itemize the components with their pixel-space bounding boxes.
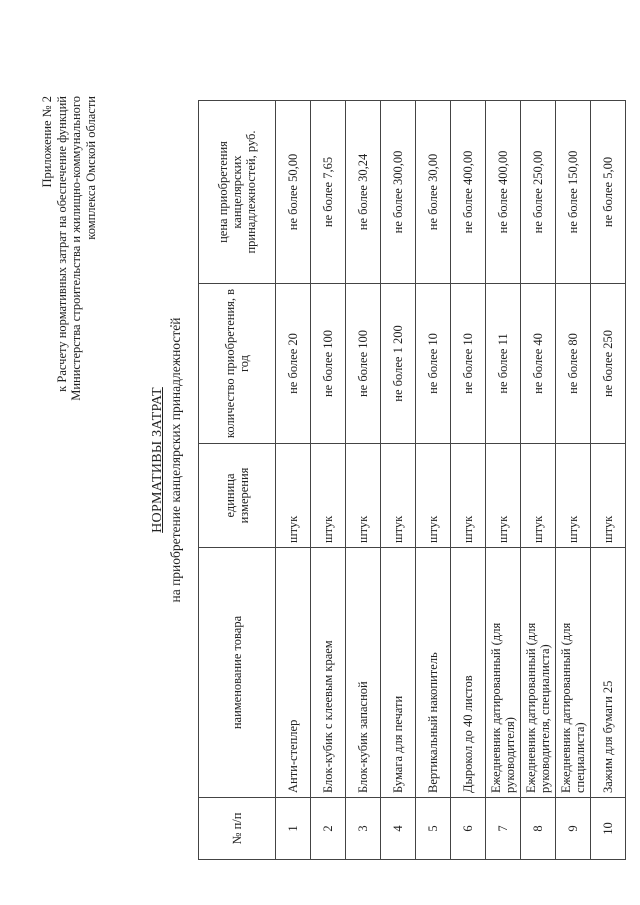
table-row bbox=[311, 101, 346, 860]
cell-price: не более 250,00 bbox=[521, 101, 556, 284]
cell-name: Ежедневник датированный (для руководителя) bbox=[486, 548, 521, 798]
document-heading bbox=[150, 60, 184, 860]
norms-table bbox=[198, 100, 626, 860]
header-unit: единица измерения bbox=[199, 444, 276, 548]
table-row bbox=[451, 101, 486, 860]
cell-unit: штук bbox=[556, 444, 591, 548]
cell-num: 7 bbox=[486, 798, 521, 860]
cell-unit: штук bbox=[521, 444, 556, 548]
table-row bbox=[556, 101, 591, 860]
cell-qty: не более 10 bbox=[416, 284, 451, 444]
table-row bbox=[591, 101, 626, 860]
cell-name: Анти-степлер bbox=[276, 548, 311, 798]
table-row bbox=[381, 101, 416, 860]
cell-unit: штук bbox=[276, 444, 311, 548]
cell-price: не более 30,24 bbox=[346, 101, 381, 284]
header-price: цена приобретения канцелярских принадлежностей, руб. bbox=[199, 101, 276, 284]
cell-unit: штук bbox=[381, 444, 416, 548]
cell-name: Вертикальный накопитель bbox=[416, 548, 451, 798]
cell-name: Зажим для бумаги 25 bbox=[591, 548, 626, 798]
appendix-line: комплекса Омской области bbox=[83, 96, 98, 240]
table-row bbox=[346, 101, 381, 860]
cell-name: Дырокол до 40 листов bbox=[451, 548, 486, 798]
cell-name: Бумага для печати bbox=[381, 548, 416, 798]
document-subtitle: на приобретение канцелярских принадлежностей bbox=[168, 317, 183, 603]
cell-qty: не более 20 bbox=[276, 284, 311, 444]
table-row bbox=[486, 101, 521, 860]
cell-unit: штук bbox=[311, 444, 346, 548]
cell-name: Блок-кубик запасной bbox=[346, 548, 381, 798]
cell-num: 2 bbox=[311, 798, 346, 860]
table-header-row bbox=[199, 101, 276, 860]
cell-qty: не более 250 bbox=[591, 284, 626, 444]
cell-price: не более 50,00 bbox=[276, 101, 311, 284]
cell-price: не более 5,00 bbox=[591, 101, 626, 284]
cell-price: не более 30,00 bbox=[416, 101, 451, 284]
cell-price: не более 400,00 bbox=[451, 101, 486, 284]
cell-name: Ежедневник датированный (для специалиста) bbox=[556, 548, 591, 798]
cell-num: 8 bbox=[521, 798, 556, 860]
cell-qty: не более 10 bbox=[451, 284, 486, 444]
header-qty: количество приобретения, в год bbox=[199, 284, 276, 444]
cell-qty: не более 11 bbox=[486, 284, 521, 444]
rotated-content bbox=[0, 60, 640, 860]
cell-price: не более 150,00 bbox=[556, 101, 591, 284]
header-name: наименование товара bbox=[199, 548, 276, 798]
cell-qty: не более 40 bbox=[521, 284, 556, 444]
cell-num: 3 bbox=[346, 798, 381, 860]
cell-unit: штук bbox=[416, 444, 451, 548]
cell-num: 4 bbox=[381, 798, 416, 860]
table-row bbox=[521, 101, 556, 860]
appendix-line: Приложение № 2 bbox=[40, 96, 54, 188]
appendix-note bbox=[40, 96, 98, 516]
appendix-line: к Расчету нормативных затрат на обеспечение функций bbox=[54, 96, 69, 392]
cell-num: 9 bbox=[556, 798, 591, 860]
cell-unit: штук bbox=[346, 444, 381, 548]
cell-qty: не более 100 bbox=[346, 284, 381, 444]
cell-name: Ежедневник датированный (для руководителя, специалиста) bbox=[521, 548, 556, 798]
cell-num: 6 bbox=[451, 798, 486, 860]
cell-name: Блок-кубик с клеевым краем bbox=[311, 548, 346, 798]
cell-unit: штук bbox=[591, 444, 626, 548]
document-title: НОРМАТИВЫ ЗАТРАТ bbox=[150, 387, 165, 533]
cell-unit: штук bbox=[486, 444, 521, 548]
cell-qty: не более 80 bbox=[556, 284, 591, 444]
cell-num: 10 bbox=[591, 798, 626, 860]
cell-price: не более 300,00 bbox=[381, 101, 416, 284]
header-num: № п/п bbox=[199, 798, 276, 860]
table-row bbox=[276, 101, 311, 860]
cell-price: не более 400,00 bbox=[486, 101, 521, 284]
table-row bbox=[416, 101, 451, 860]
appendix-line: Министерства строительства и жилищно-коммунального bbox=[69, 96, 83, 401]
cell-num: 5 bbox=[416, 798, 451, 860]
cell-num: 1 bbox=[276, 798, 311, 860]
cell-qty: не более 1 200 bbox=[381, 284, 416, 444]
cell-price: не более 7,65 bbox=[311, 101, 346, 284]
cell-unit: штук bbox=[451, 444, 486, 548]
cell-qty: не более 100 bbox=[311, 284, 346, 444]
